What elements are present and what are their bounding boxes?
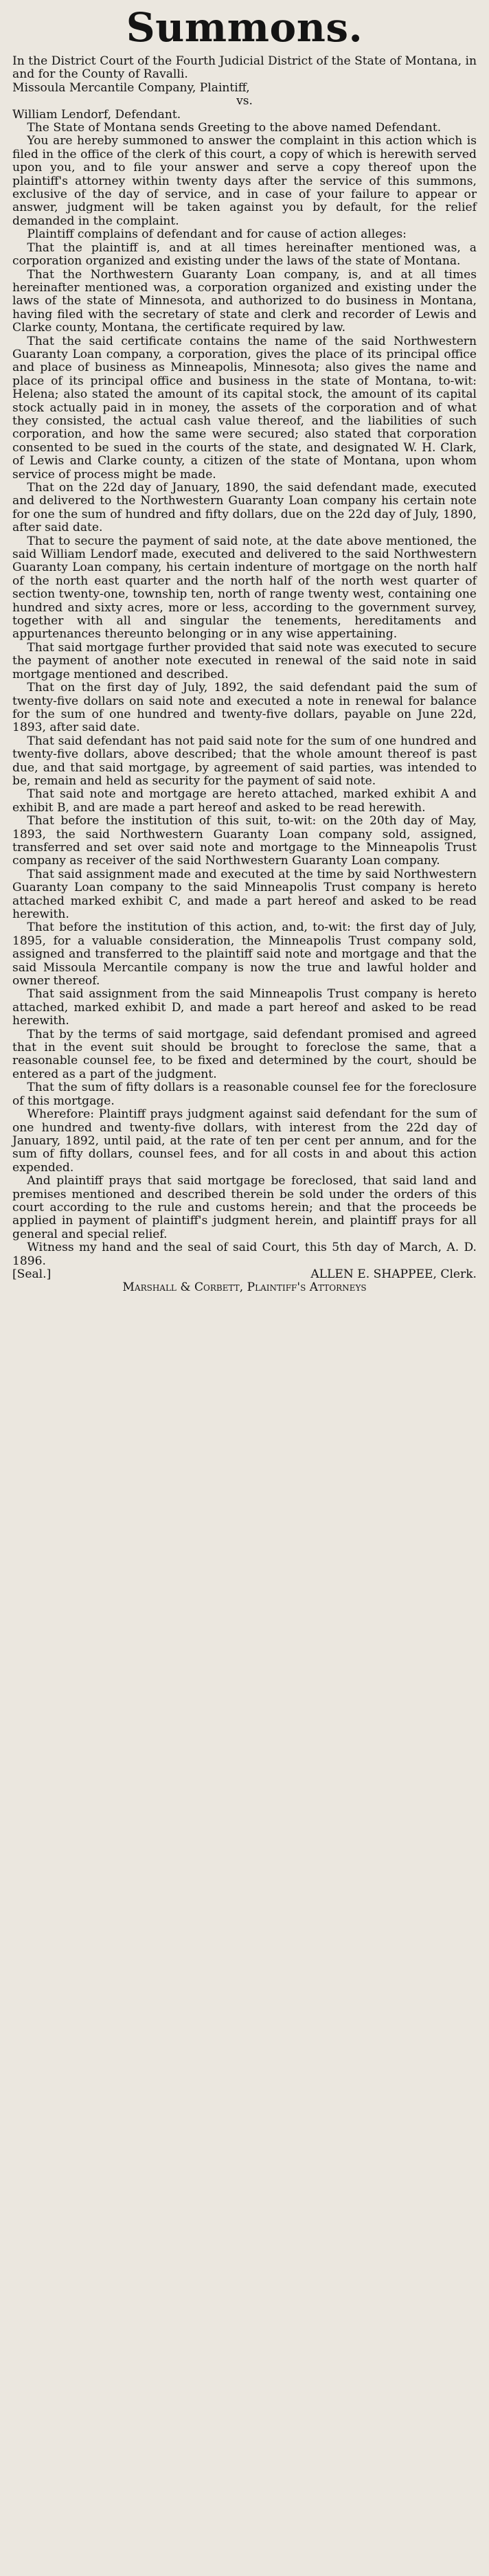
allegation-paragraph: That by the terms of said mortgage, said defendant promised and agreed that in the event suit should be brought to foreclose the same, that a reasonable counsel fee, to be fixed and determined by the court, should be entered as a part of the judgment. [12,1027,477,1081]
complaint-intro-paragraph: Plaintiff complains of defendant and for cause of action alleges: [27,227,407,242]
allegation-paragraph: That the said certificate contains the name of the said Northwestern Guaranty Loan company, a corporation, gives the place of its principal office and place of business as Minneapolis, Minnesota; also gives the name and place of its principal office and business in the state of Montana, to-wit: Helena; also stated the amount of its capital stock, the amount of its capital stock actually paid in in money, the assets of the corporation and of what they consisted, the actual cash value thereof, and the liabilities of such corporation, and how the same were secured; also stated that corporation consented to be sued in the courts of the state, and designated W. H. Clark, of Lewis and Clarke county, a citizen of the state of Montana, upon whom service of process might be made. [12,334,477,482]
allegation-paragraph: That the sum of fifty dollars is a reasonable counsel fee for the foreclosure of this mortgage. [12,1081,477,1108]
prayer-paragraph: And plaintiff prays that said mortgage be foreclosed, that said land and premises mentioned and described therein be sold under the orders of this court according to the rule and customs herein; and that the proceeds be applied in payment of plaintiff's judgment herein, and plaintiff prays for all general and special relief. [12,1174,477,1241]
allegation-paragraph: That said note and mortgage are hereto attached, marked exhibit A and exhibit B, and are made a part hereof and asked to be read herewith. [12,787,477,815]
summons-title: Summons. [126,4,363,51]
allegation-paragraph: That said defendant has not paid said note for the sum of one hundred and twenty-five dollars, above described; that the whole amount thereof is past due, and that said mortgage, by agreement of said parties, was intended to be, remain and held as security for the payment of said note. [12,734,477,788]
allegation-paragraph: That to secure the payment of said note, at the date above mentioned, the said William Lendorf made, executed and delivered to the said Northwestern Guaranty Loan company, his certain indenture of mortgage on the north half of the north east quarter and the north half of the north west quarter of section twenty-one, township ten, north of range twenty west, containing one hundred and sixty acres, more or less, according to the government survey, together with all and singular the tenements, hereditaments and appurtenances thereunto belonging or in any wise appertaining. [12,534,477,642]
greeting-paragraph: The State of Montana sends Greeting to the above named Defendant. [27,121,442,135]
allegation-paragraph: That before the institution of this suit, to-wit: on the 20th day of May, 1893, the said Northwestern Guaranty Loan company sold, assigned, transferred and set over said note and mortgage to the Minneapolis Trust company as receiver of the said Northwestern Guaranty Loan company. [12,814,477,868]
defendant-name: William Lendorf, Defendant. [12,107,181,122]
seal-label: [Seal.] [12,1267,52,1281]
versus: vs. [236,94,253,109]
attorneys-line: Marshall & Corbett, Plaintiff's Attorneys [122,1280,367,1295]
allegation-paragraph: That the plaintiff is, and at all times hereinafter mentioned was, a corporation organized and existing under the laws of the state of Montana. [12,240,477,269]
witness-paragraph: Witness my hand and the seal of said Court, this 5th day of March, A. D. 1896. [12,1241,477,1268]
allegation-paragraph: That on the 22d day of January, 1890, the said defendant made, executed and delivered to the Northwestern Guaranty Loan company his certain note for one the sum of hundred and fifty dollars, due on the 22d day of July, 1890, after said date. [12,481,477,535]
allegation-paragraph: That said mortgage further provided that said note was executed to secure the payment of another note executed in renewal of the said note in said mortgage mentioned and described. [12,640,477,681]
clerk-signature: ALLEN E. SHAPPEE, Clerk. [310,1267,477,1281]
summons-body [12,55,477,1295]
court-heading: In the District Court of the Fourth Judicial District of the State of Montana, in and for the County of Ravalli. [12,54,477,82]
summons-paragraph: You are hereby summoned to answer the complaint in this action which is filed in the office of the clerk of this court, a copy of which is herewith served upon you, and to file your answer and serve a copy thereof upon the plaintiff's attorney within twenty days after the service of this summons, exclusive of the day of service, and in case of your failure to appear or answer, judgment will be taken against you by default, for the relief demanded in the complaint. [12,134,477,228]
prayer-paragraph: Wherefore: Plaintiff prays judgment against said defendant for the sum of one hundred and twenty-five dollars, with interest from the 22d day of January, 1892, until paid, at the rate of ten per cent per annum, and for the sum of fifty dollars, counsel fees, and for all costs in and about this action expended. [12,1107,477,1175]
plaintiff-name: Missoula Mercantile Company, Plaintiff, [12,80,250,95]
allegation-paragraph: That before the institution of this action, and, to-wit: the first day of July, 1895, for a valuable consideration, the Minneapolis Trust company sold, assigned and transferred to the plaintiff said note and mortgage and that the said Missoula Mercantile company is now the true and lawful holder and owner thereof. [12,920,477,988]
allegation-paragraph: That said assignment from the said Minneapolis Trust company is hereto attached, marked exhibit D, and made a part hereof and asked to be read herewith. [12,987,477,1028]
signature-line [12,1268,477,1281]
allegation-paragraph: That the Northwestern Guaranty Loan company, is, and at all times hereinafter mentioned was, a corporation organized and existing under the laws of the state of Minnesota, and authorized to do business in Montana, having filed with the secretary of state and clerk and recorder of Lewis and Clarke county, Montana, the certificate required by law. [12,267,477,335]
allegation-paragraph: That on the first day of July, 1892, the said defendant paid the sum of twenty-five dollars on said note and executed a note in renewal for balance for the sum of one hundred and twenty-five dollars, payable on June 22d, 1893, after said date. [12,681,477,735]
allegation-paragraph: That said assignment made and executed at the time by said Northwestern Guaranty Loan company to the said Minneapolis Trust company is hereto attached marked exhibit C, and made a part hereof and asked to be read herewith. [12,867,477,921]
